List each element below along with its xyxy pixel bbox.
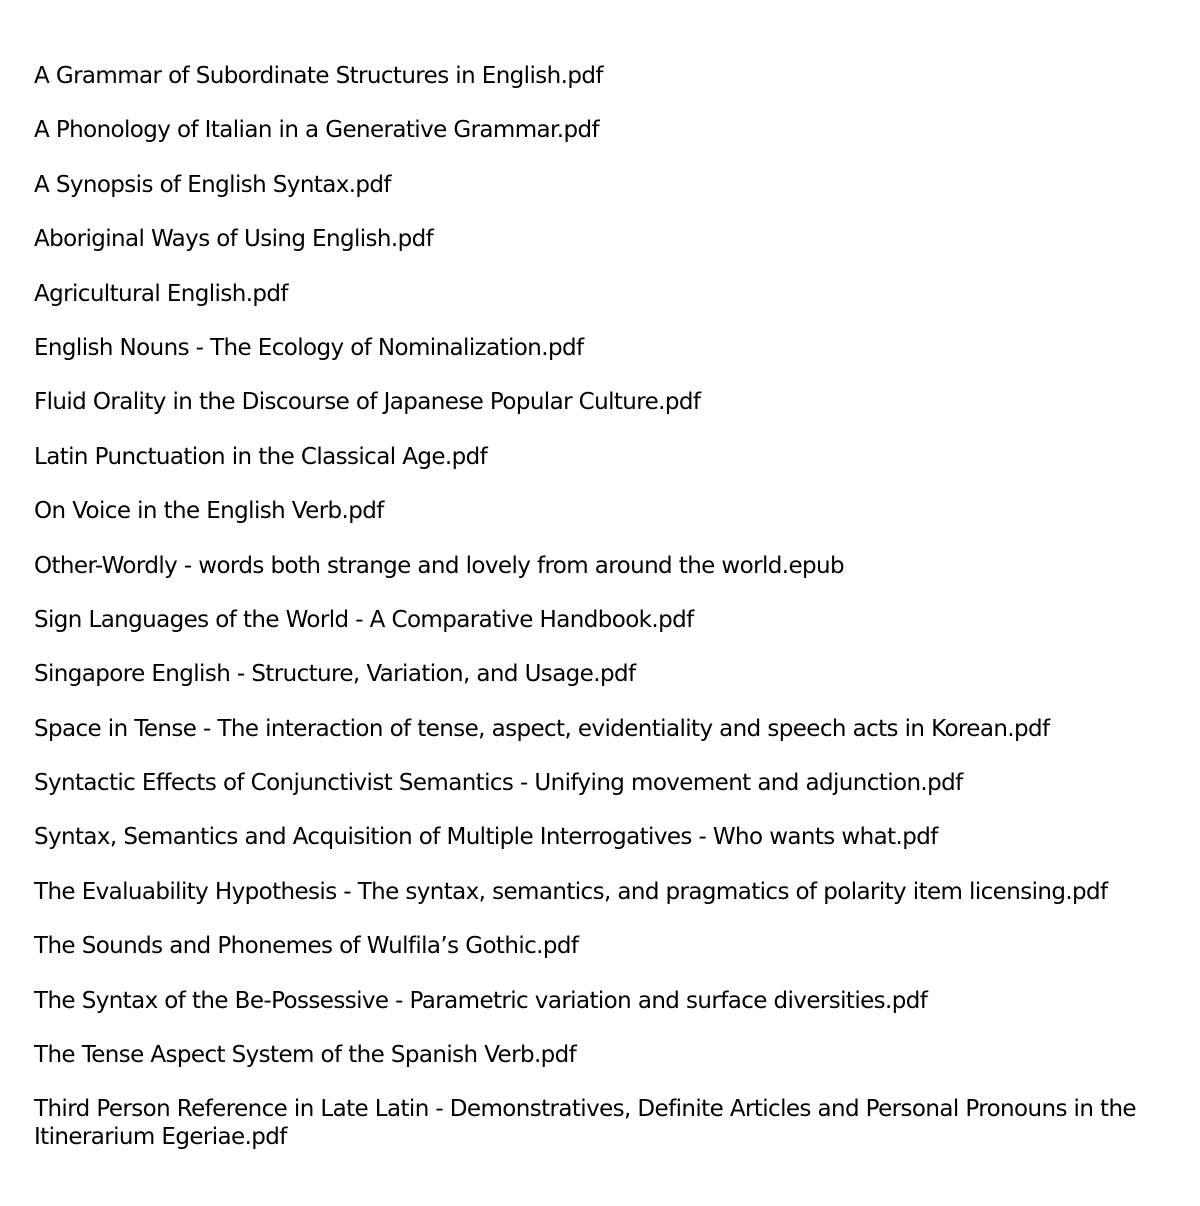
file-name: Latin Punctuation in the Classical Age.pdf	[34, 443, 488, 470]
file-name: A Synopsis of English Syntax.pdf	[34, 171, 391, 198]
file-name: The Sounds and Phonemes of Wulfila’s Gothic.pdf	[34, 933, 579, 960]
file-name: A Grammar of Subordinate Structures in English.pdf	[34, 63, 603, 89]
file-name: On Voice in the English Verb.pdf	[34, 498, 384, 525]
file-name: Fluid Orality in the Discourse of Japanese Popular Culture.pdf	[34, 389, 701, 416]
file-name: Agricultural English.pdf	[34, 280, 288, 307]
file-name: A Phonology of Italian in a Generative Grammar.pdf	[34, 117, 599, 144]
file-name: The Tense Aspect System of the Spanish Verb.pdf	[34, 1042, 577, 1069]
file-name: Syntactic Effects of Conjunctivist Semantics - Unifying movement and adjunction.pdf	[34, 770, 963, 797]
file-list	[34, 62, 1194, 1178]
file-name: The Evaluability Hypothesis - The syntax, semantics, and pragmatics of polarity item licensing.pdf	[34, 878, 1108, 905]
file-name: Other-Wordly - words both strange and lovely from around the world.epub	[34, 552, 844, 579]
file-name: Aboriginal Ways of Using English.pdf	[34, 226, 434, 253]
file-name: The Syntax of the Be-Possessive - Parametric variation and surface diversities.pdf	[34, 987, 928, 1014]
file-name: Space in Tense - The interaction of tense, aspect, evidentiality and speech acts in Korean.pdf	[34, 715, 1050, 742]
file-name: Singapore English - Structure, Variation, and Usage.pdf	[34, 661, 636, 688]
file-name: Sign Languages of the World - A Comparative Handbook.pdf	[34, 606, 694, 633]
file-name: Syntax, Semantics and Acquisition of Multiple Interrogatives - Who wants what.pdf	[34, 824, 938, 851]
file-name: Third Person Reference in Late Latin - Demonstratives, Definite Articles and Personal Pronouns in the Itinerarium Egeriae.pdf	[34, 1096, 1136, 1151]
file-name: English Nouns - The Ecology of Nominalization.pdf	[34, 334, 584, 361]
